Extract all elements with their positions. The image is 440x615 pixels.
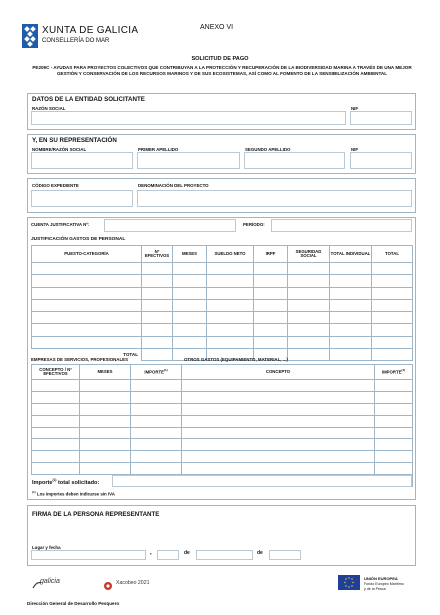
importe2-sup: (1) xyxy=(401,368,406,373)
col-puesto: PUESTO-CATEGORÍA xyxy=(32,246,142,263)
table-row xyxy=(32,299,413,311)
importe-total-sup: (1) xyxy=(52,478,57,482)
col-total: TOTAL xyxy=(372,246,413,263)
xacobeo-logo-text: Xacobeo 2021 xyxy=(116,580,150,586)
lugar-fecha-label: Lugar y fecha xyxy=(32,545,61,550)
eu-line-2: Fondo Europeo Marítimo xyxy=(364,582,404,586)
applicant-nif-label: NIF xyxy=(351,106,359,111)
other-expenses-title: OTROS GASTOS (EQUIPAMIENTO, MATERIAL, ...) xyxy=(184,357,288,362)
rep-segundo-apellido-field[interactable] xyxy=(244,152,345,169)
personnel-table xyxy=(31,245,413,361)
razon-social-field[interactable] xyxy=(31,111,346,125)
codigo-expediente-label: CÓDIGO EXPEDIENTE xyxy=(32,183,79,188)
importe-sup: (1) xyxy=(163,368,168,373)
razon-social-label: RAZÓN SOCIAL xyxy=(32,106,66,111)
rep-nif-label: NIF xyxy=(351,147,359,152)
col-efectivos: Nº EFECTIVOS xyxy=(142,246,173,263)
table-row xyxy=(32,427,413,439)
personnel-total-label: TOTAL xyxy=(123,351,138,357)
representative-title: Y, EN SU REPRESENTACIÓN xyxy=(32,137,117,144)
iva-note-sup: (1) xyxy=(32,490,36,494)
denominacion-field[interactable] xyxy=(137,190,412,207)
xacobeo-logo-icon xyxy=(103,578,113,588)
col-sueldo: SUELDO NETO xyxy=(207,246,254,263)
denominacion-label: DENOMINACIÓN DEL PROYECTO xyxy=(138,183,209,188)
periodo-label: PERÍODO: xyxy=(243,222,265,227)
day-field[interactable] xyxy=(157,550,179,560)
col-concepto: CONCEPTO xyxy=(182,365,375,380)
table-row xyxy=(32,415,413,427)
doc-title: SOLICITUD DE PAGO xyxy=(191,56,249,62)
table-row xyxy=(32,463,413,475)
table-row xyxy=(32,403,413,415)
personnel-title: JUSTIFICACIÓN GASTOS DE PERSONAL xyxy=(31,237,126,242)
lugar-field[interactable] xyxy=(31,550,146,560)
table-row xyxy=(32,287,413,299)
table-row xyxy=(32,451,413,463)
applicant-title: DATOS DE LA ENTIDAD SOLICITANTE xyxy=(32,96,145,103)
xunta-logo-icon xyxy=(22,24,38,48)
cuenta-field[interactable] xyxy=(104,219,236,232)
periodo-field[interactable] xyxy=(271,219,412,232)
col-total-individual: TOTAL INDIVIDUAL xyxy=(330,246,372,263)
eu-title: UNIÓN EUROPEA xyxy=(364,576,398,581)
eu-flag-icon xyxy=(338,575,360,590)
table-row xyxy=(32,336,413,348)
rep-segundo-apellido-label: SEGUNDO APELLIDO xyxy=(245,147,291,152)
col-meses: MESES xyxy=(173,246,207,263)
importe-total-text: total solicitado: xyxy=(57,479,100,486)
importe-total-label xyxy=(32,478,99,486)
department-name: CONSELLERÍA DO MAR xyxy=(42,38,110,44)
services-table xyxy=(31,364,413,487)
directorate-name: Dirección General de Desarrollo Pesquero xyxy=(27,601,120,606)
cuenta-label: CUENTA JUSTIFICATIVA Nº: xyxy=(31,222,90,227)
col-irpf: IRPF xyxy=(254,246,288,263)
table-row xyxy=(32,275,413,287)
signature-title: FIRMA DE LA PERSONA REPRESENTANTE xyxy=(32,511,160,518)
year-field[interactable] xyxy=(269,550,301,560)
table-row xyxy=(32,312,413,324)
table-row xyxy=(32,439,413,451)
rep-nombre-label: NOMBRE/RAZÓN SOCIAL xyxy=(32,147,87,152)
rep-primer-apellido-label: PRIMER APELLIDO xyxy=(138,147,179,152)
applicant-nif-field[interactable] xyxy=(350,111,412,125)
col-services-importe: IMPORTE xyxy=(144,369,164,375)
codigo-expediente-field[interactable] xyxy=(31,190,133,207)
annex-label: ANEXO VI xyxy=(200,24,234,31)
eu-line-3: y de la Pesca xyxy=(364,587,386,591)
col-importe-2: IMPORTE xyxy=(381,369,402,375)
table-row xyxy=(32,263,413,275)
table-row xyxy=(32,391,413,403)
galicia-logo-text: galicia xyxy=(40,578,60,585)
services-title: EMPRESAS DE SERVICIOS, PROFESIONALES xyxy=(31,357,129,362)
table-row xyxy=(32,324,413,336)
de-label-2: de xyxy=(257,550,263,556)
comma-separator: , xyxy=(150,550,152,556)
iva-note xyxy=(32,490,115,496)
procedure-text: PE209C - AYUDAS PARA PROYECTOS COLECTIVOS QUE CONTRIBUYAN A LA PROTECCIÓN Y RECUPERACIÓN DE LA BIODIVERSIDAD MARINA A TRAVÉS DE UNA MEJOR GESTIÓN Y CONSERVACIÓN DE LOS RECURSOS MARINOS Y DE SUS ECOSISTEMAS, ASÍ COMO AL FOMENTO DE LA SENSIBILIZACIÓN AMBIENTAL xyxy=(32,65,412,76)
col-services-meses: MESES xyxy=(80,365,131,380)
importe-word: Importe xyxy=(32,479,53,486)
month-field[interactable] xyxy=(196,550,253,560)
col-concepto-efectivos: CONCEPTO / Nº EFECTIVOS xyxy=(32,365,80,380)
table-row xyxy=(32,380,413,392)
rep-nombre-field[interactable] xyxy=(31,152,133,169)
de-label-1: de xyxy=(184,550,190,556)
org-name: XUNTA DE GALICIA xyxy=(42,25,139,36)
col-seguridad: SEGURIDAD SOCIAL xyxy=(288,246,330,263)
rep-nif-field[interactable] xyxy=(350,152,412,169)
importe-total-field[interactable] xyxy=(112,475,412,487)
rep-primer-apellido-field[interactable] xyxy=(137,152,240,169)
iva-note-text: Los importes deben indicarse sin IVA xyxy=(35,491,115,497)
